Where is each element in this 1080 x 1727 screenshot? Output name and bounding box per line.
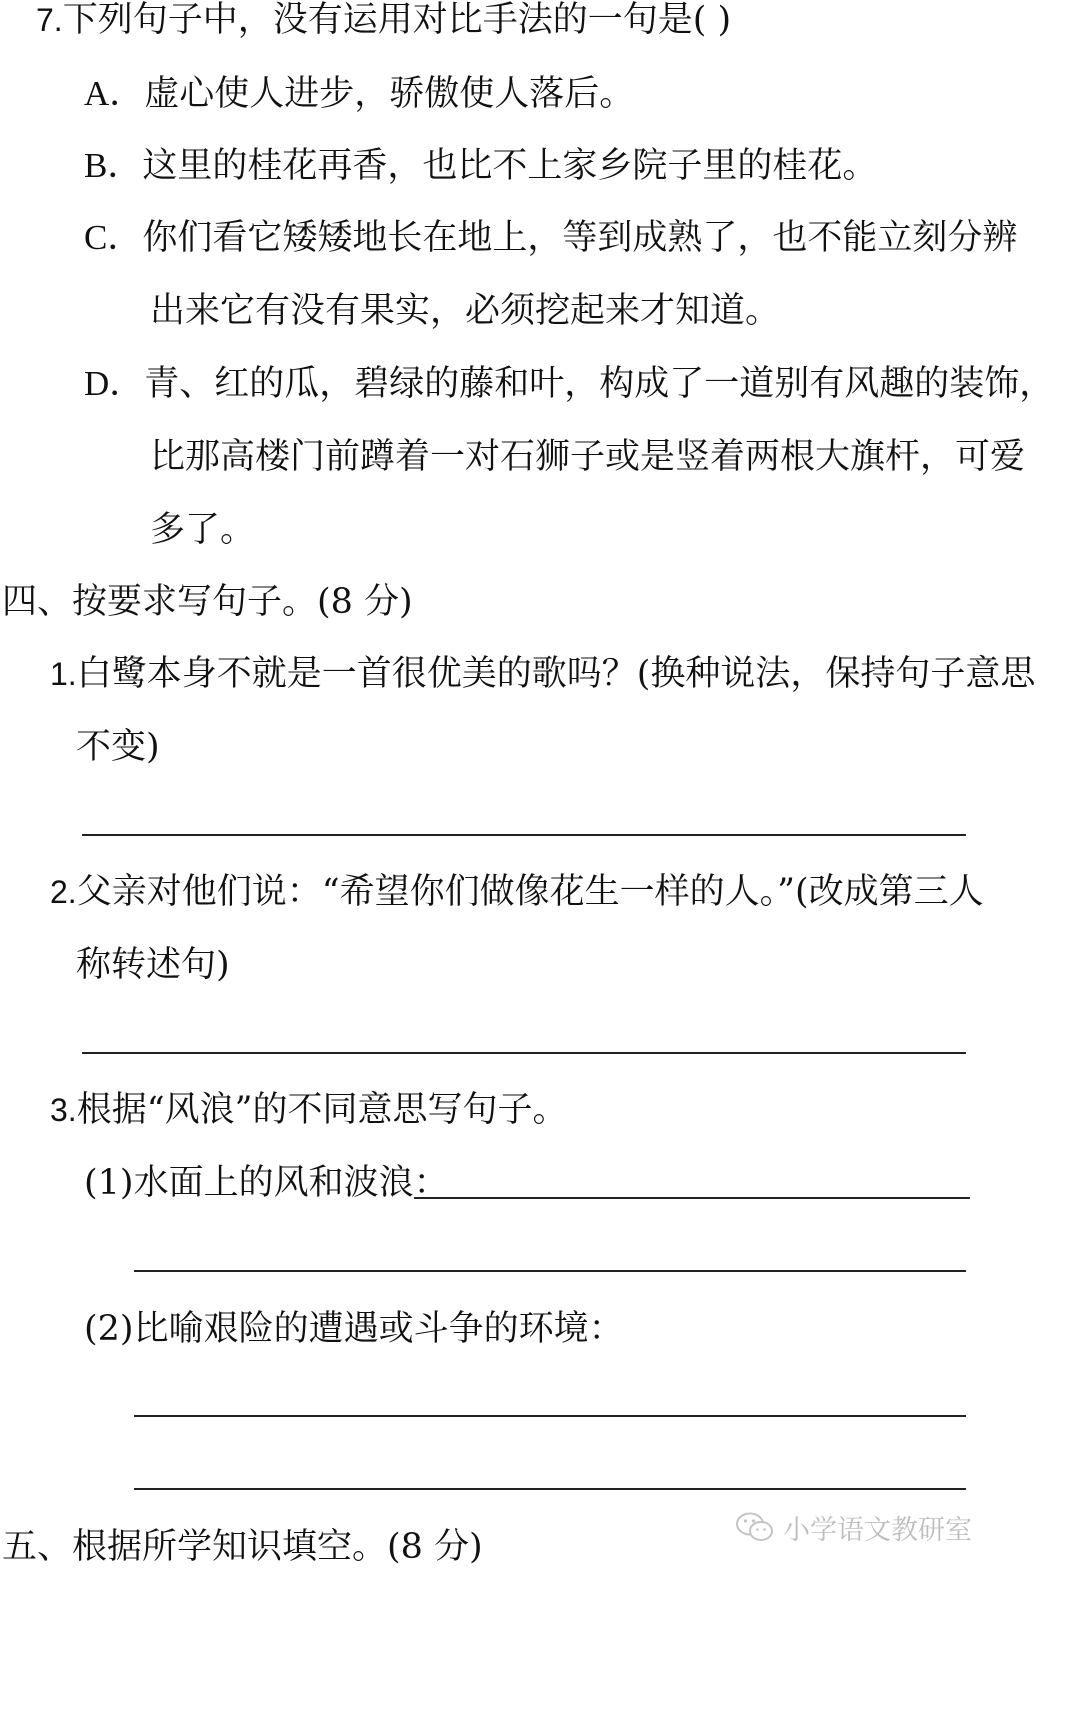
- watermark: [735, 1508, 972, 1547]
- s4-q3-sub2-answer-line-1[interactable]: [134, 1415, 966, 1417]
- s4-q1: [50, 652, 1035, 696]
- q7-number: 7.: [36, 2, 63, 38]
- s4-q2-answer-line[interactable]: [82, 1052, 966, 1054]
- s4-q3-sub1-answer-line-1[interactable]: [414, 1197, 970, 1199]
- s4-q2-text-line1: 父亲对他们说：“希望你们做像花生一样的人。”(改成第三人: [76, 872, 984, 912]
- s4-q3-sub2-answer-line-2[interactable]: [134, 1488, 966, 1490]
- s4-q2-text-line2: 称转述句): [76, 945, 230, 985]
- q7-option-b: [84, 144, 877, 188]
- s4-q2: [50, 870, 984, 914]
- option-d-label: D．: [84, 364, 145, 403]
- s4-q3-sub1-answer-line-2[interactable]: [134, 1270, 966, 1272]
- s4-q1-text-line2: 不变): [76, 727, 160, 767]
- q7-option-c: [84, 216, 1017, 260]
- s4-q3-text: 根据“风浪”的不同意思写句子。: [76, 1090, 568, 1130]
- q7-text: 下列句子中，没有运用对比手法的一句是( ): [62, 0, 732, 40]
- q7-option-d: [84, 362, 1054, 406]
- s4-q1-text-line1: 白鹭本身不就是一首很优美的歌吗？(换种说法，保持句子意思: [76, 654, 1036, 694]
- s4-q3-sub2: (2)比喻艰险的遭遇或斗争的环境：: [84, 1309, 624, 1349]
- option-c-text-line2: 出来它有没有果实，必须挖起来才知道。: [150, 291, 781, 331]
- s4-q3-number: 3.: [50, 1092, 77, 1128]
- s4-q2-number: 2.: [50, 874, 77, 910]
- s4-q3-sub1: (1)水面上的风和波浪：: [84, 1163, 449, 1203]
- option-c-text-line1: 你们看它矮矮地长在地上，等到成熟了，也不能立刻分辨: [142, 218, 1018, 258]
- option-b-text: 这里的桂花再香，也比不上家乡院子里的桂花。: [142, 146, 878, 186]
- option-a-label: A．: [84, 74, 145, 113]
- watermark-text: 小学语文教研室: [783, 1515, 972, 1546]
- q7-header: [36, 0, 731, 42]
- s4-q1-answer-line[interactable]: [82, 834, 966, 836]
- option-c-label: C．: [84, 218, 143, 257]
- option-d-text-line3: 多了。: [150, 510, 256, 550]
- s4-q1-number: 1.: [50, 656, 77, 692]
- section4-heading: 四、按要求写句子。(8 分): [2, 582, 413, 622]
- option-d-text-line1: 青、红的瓜，碧绿的藤和叶，构成了一道别有风趣的装饰，: [144, 364, 1055, 404]
- option-b-label: B．: [84, 146, 143, 185]
- s4-q3: [50, 1088, 567, 1132]
- option-a-text: 虚心使人进步，骄傲使人落后。: [144, 74, 635, 114]
- q7-option-a: [84, 72, 634, 116]
- section5-heading: 五、根据所学知识填空。(8 分): [2, 1527, 483, 1567]
- wechat-icon: [735, 1511, 775, 1545]
- option-d-text-line2: 比那高楼门前蹲着一对石狮子或是竖着两根大旗杆，可爱: [150, 437, 1026, 477]
